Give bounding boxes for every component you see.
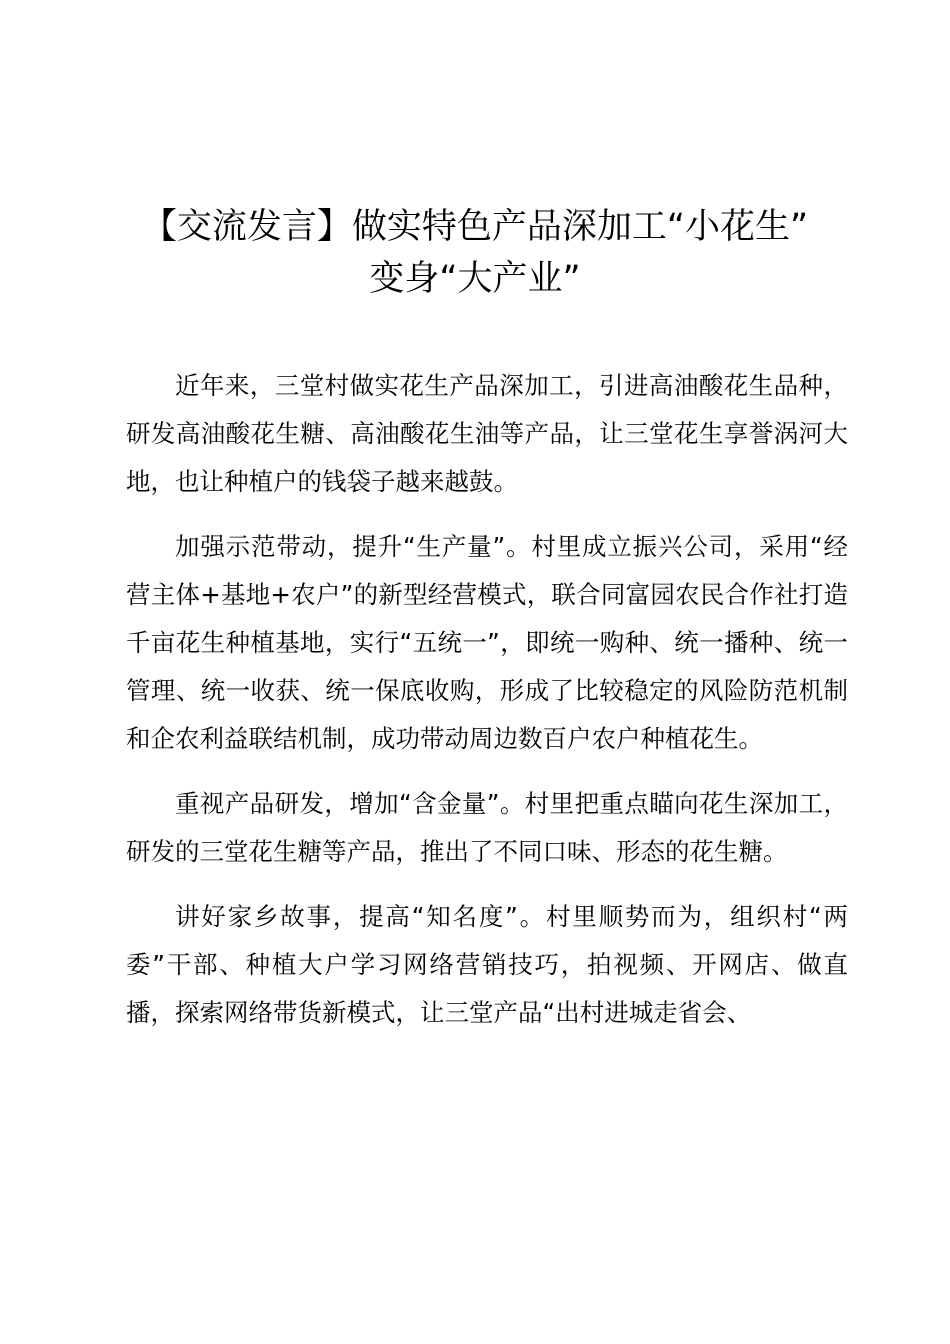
title-line-1: 【交流发言】做实特色产品深加工“小花生” — [141, 207, 809, 248]
paragraph-storytelling: 讲好家乡故事，提高“知名度”。村里顺势而为，组织村“两委”干部、种植大户学习网络营销技巧，拍视频、开网店、做直播，探索网络带货新模式，让三堂产品“出村进城走省会、 — [126, 902, 848, 1027]
title-line-2: 变身“大产业” — [369, 259, 581, 300]
paragraph-intro: 近年来，三堂村做实花生产品深加工，引进高油酸花生品种，研发高油酸花生糖、高油酸花生油等产品，让三堂花生享誉涡河大地，也让种植户的钱袋子越来越鼓。 — [126, 371, 848, 496]
document-title — [100, 201, 850, 305]
paragraph-demonstration: 加强示范带动，提升“生产量”。村里成立振兴公司，采用“经营主体+基地+农户”的新型经营模式，联合同富园农民合作社打造千亩花生种植基地，实行“五统一”，即统一购种、统一播种、统一管理、统一收获、统一保底收购，形成了比较稳定的风险防范机制和企农利益联结机制，成功带动周边数百户农户种植花生。 — [126, 532, 848, 753]
document-body — [126, 362, 848, 1054]
paragraph-research: 重视产品研发，增加“含金量”。村里把重点瞄向花生深加工，研发的三堂花生糖等产品，推出了不同口味、形态的花生糖。 — [126, 789, 848, 866]
